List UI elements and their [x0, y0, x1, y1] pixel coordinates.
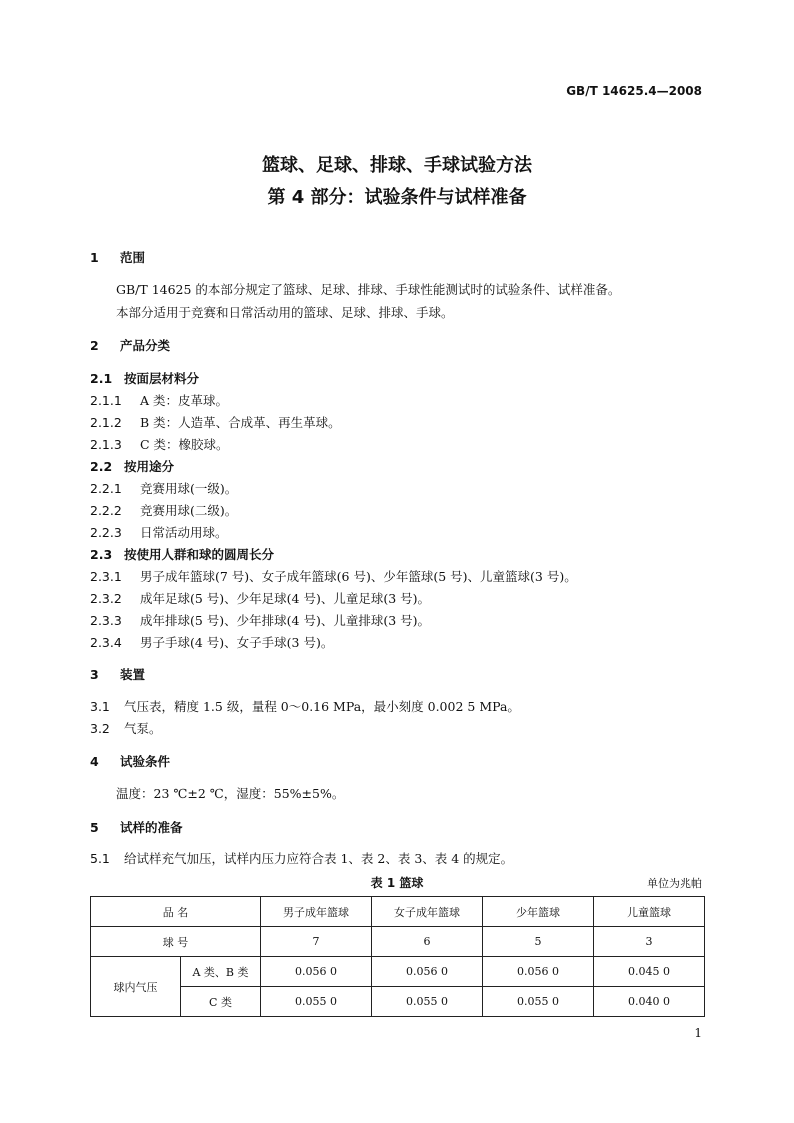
table-cell: 7 — [261, 927, 372, 957]
clause-3-1: 3.1 气压表，精度 1.5 级，量程 0～0.16 MPa，最小刻度 0.002 5 MPa。 — [90, 699, 520, 714]
section-4-heading: 4 试验条件 — [90, 754, 171, 769]
table-header-row — [91, 897, 705, 927]
table-column-header: 儿童篮球 — [594, 897, 705, 927]
clause-2-1-1: 2.1.1 A 类：皮革球。 — [90, 393, 229, 408]
page-number: 1 — [694, 1026, 702, 1040]
clause-5-1: 5.1 给试样充气加压，试样内压力应符合表 1、表 2、表 3、表 4 的规定。 — [90, 851, 514, 866]
section-3-heading: 3 装置 — [90, 667, 146, 682]
table-header-label: 品 名 — [91, 897, 261, 927]
table-cell: 0.055 0 — [483, 987, 594, 1017]
table-cell: 0.056 0 — [372, 957, 483, 987]
clause-2-3-1: 2.3.1 男子成年篮球(7 号)、女子成年篮球(6 号)、少年篮球(5 号)、儿童篮球(3 号)。 — [90, 569, 577, 584]
document-title-line2: 第 4 部分：试验条件与试样准备 — [267, 187, 527, 208]
clause-2-2-3: 2.2.3 日常活动用球。 — [90, 525, 228, 540]
table-cell: 0.040 0 — [594, 987, 705, 1017]
standard-code: GB/T 14625.4—2008 — [566, 84, 702, 98]
section-1-paragraph-2: 本部分适用于竞赛和日常活动用的篮球、足球、排球、手球。 — [116, 305, 454, 320]
clause-2-1-2: 2.1.2 B 类：人造革、合成革、再生革球。 — [90, 415, 341, 430]
ball-number-label: 球 号 — [91, 927, 261, 957]
table-column-header: 男子成年篮球 — [261, 897, 372, 927]
table-1-unit: 单位为兆帕 — [647, 877, 702, 890]
table-1-caption: 表 1 篮球 — [370, 876, 424, 890]
section-2-heading: 2 产品分类 — [90, 338, 171, 353]
row-label: C 类 — [181, 987, 261, 1017]
table-cell: 0.045 0 — [594, 957, 705, 987]
table-row — [91, 927, 705, 957]
table-cell: 3 — [594, 927, 705, 957]
clause-2-2-1: 2.2.1 竞赛用球(一级)。 — [90, 481, 238, 496]
table-cell: 5 — [483, 927, 594, 957]
table-cell: 0.056 0 — [261, 957, 372, 987]
section-1-heading: 1 范围 — [90, 250, 146, 265]
section-2-3-heading: 2.3 按使用人群和球的圆周长分 — [90, 547, 275, 562]
clause-2-3-2: 2.3.2 成年足球(5 号)、少年足球(4 号)、儿童足球(3 号)。 — [90, 591, 431, 606]
table-cell: 0.055 0 — [372, 987, 483, 1017]
table-cell: 0.056 0 — [483, 957, 594, 987]
table-cell: 0.055 0 — [261, 987, 372, 1017]
row-label: A 类、B 类 — [181, 957, 261, 987]
clause-2-1-3: 2.1.3 C 类：橡胶球。 — [90, 437, 229, 452]
section-5-heading: 5 试样的准备 — [90, 820, 183, 835]
table-row — [91, 957, 705, 987]
table-row — [91, 987, 705, 1017]
table-column-header: 少年篮球 — [483, 897, 594, 927]
section-2-1-heading: 2.1 按面层材料分 — [90, 371, 200, 386]
clause-2-3-4: 2.3.4 男子手球(4 号)、女子手球(3 号)。 — [90, 635, 334, 650]
clause-2-2-2: 2.2.2 竞赛用球(二级)。 — [90, 503, 238, 518]
document-title-line1: 篮球、足球、排球、手球试验方法 — [262, 155, 532, 176]
table-column-header: 女子成年篮球 — [372, 897, 483, 927]
clause-2-3-3: 2.3.3 成年排球(5 号)、少年排球(4 号)、儿童排球(3 号)。 — [90, 613, 431, 628]
section-4-paragraph: 温度：23 ℃±2 ℃，湿度：55%±5%。 — [116, 786, 345, 801]
section-2-2-heading: 2.2 按用途分 — [90, 459, 175, 474]
table-cell: 6 — [372, 927, 483, 957]
section-1-paragraph-1: GB/T 14625 的本部分规定了篮球、足球、排球、手球性能测试时的试验条件、试样准备。 — [116, 282, 621, 297]
pressure-label: 球内气压 — [91, 957, 181, 1017]
table-1-basketball — [90, 896, 705, 1017]
clause-3-2: 3.2 气泵。 — [90, 721, 162, 736]
